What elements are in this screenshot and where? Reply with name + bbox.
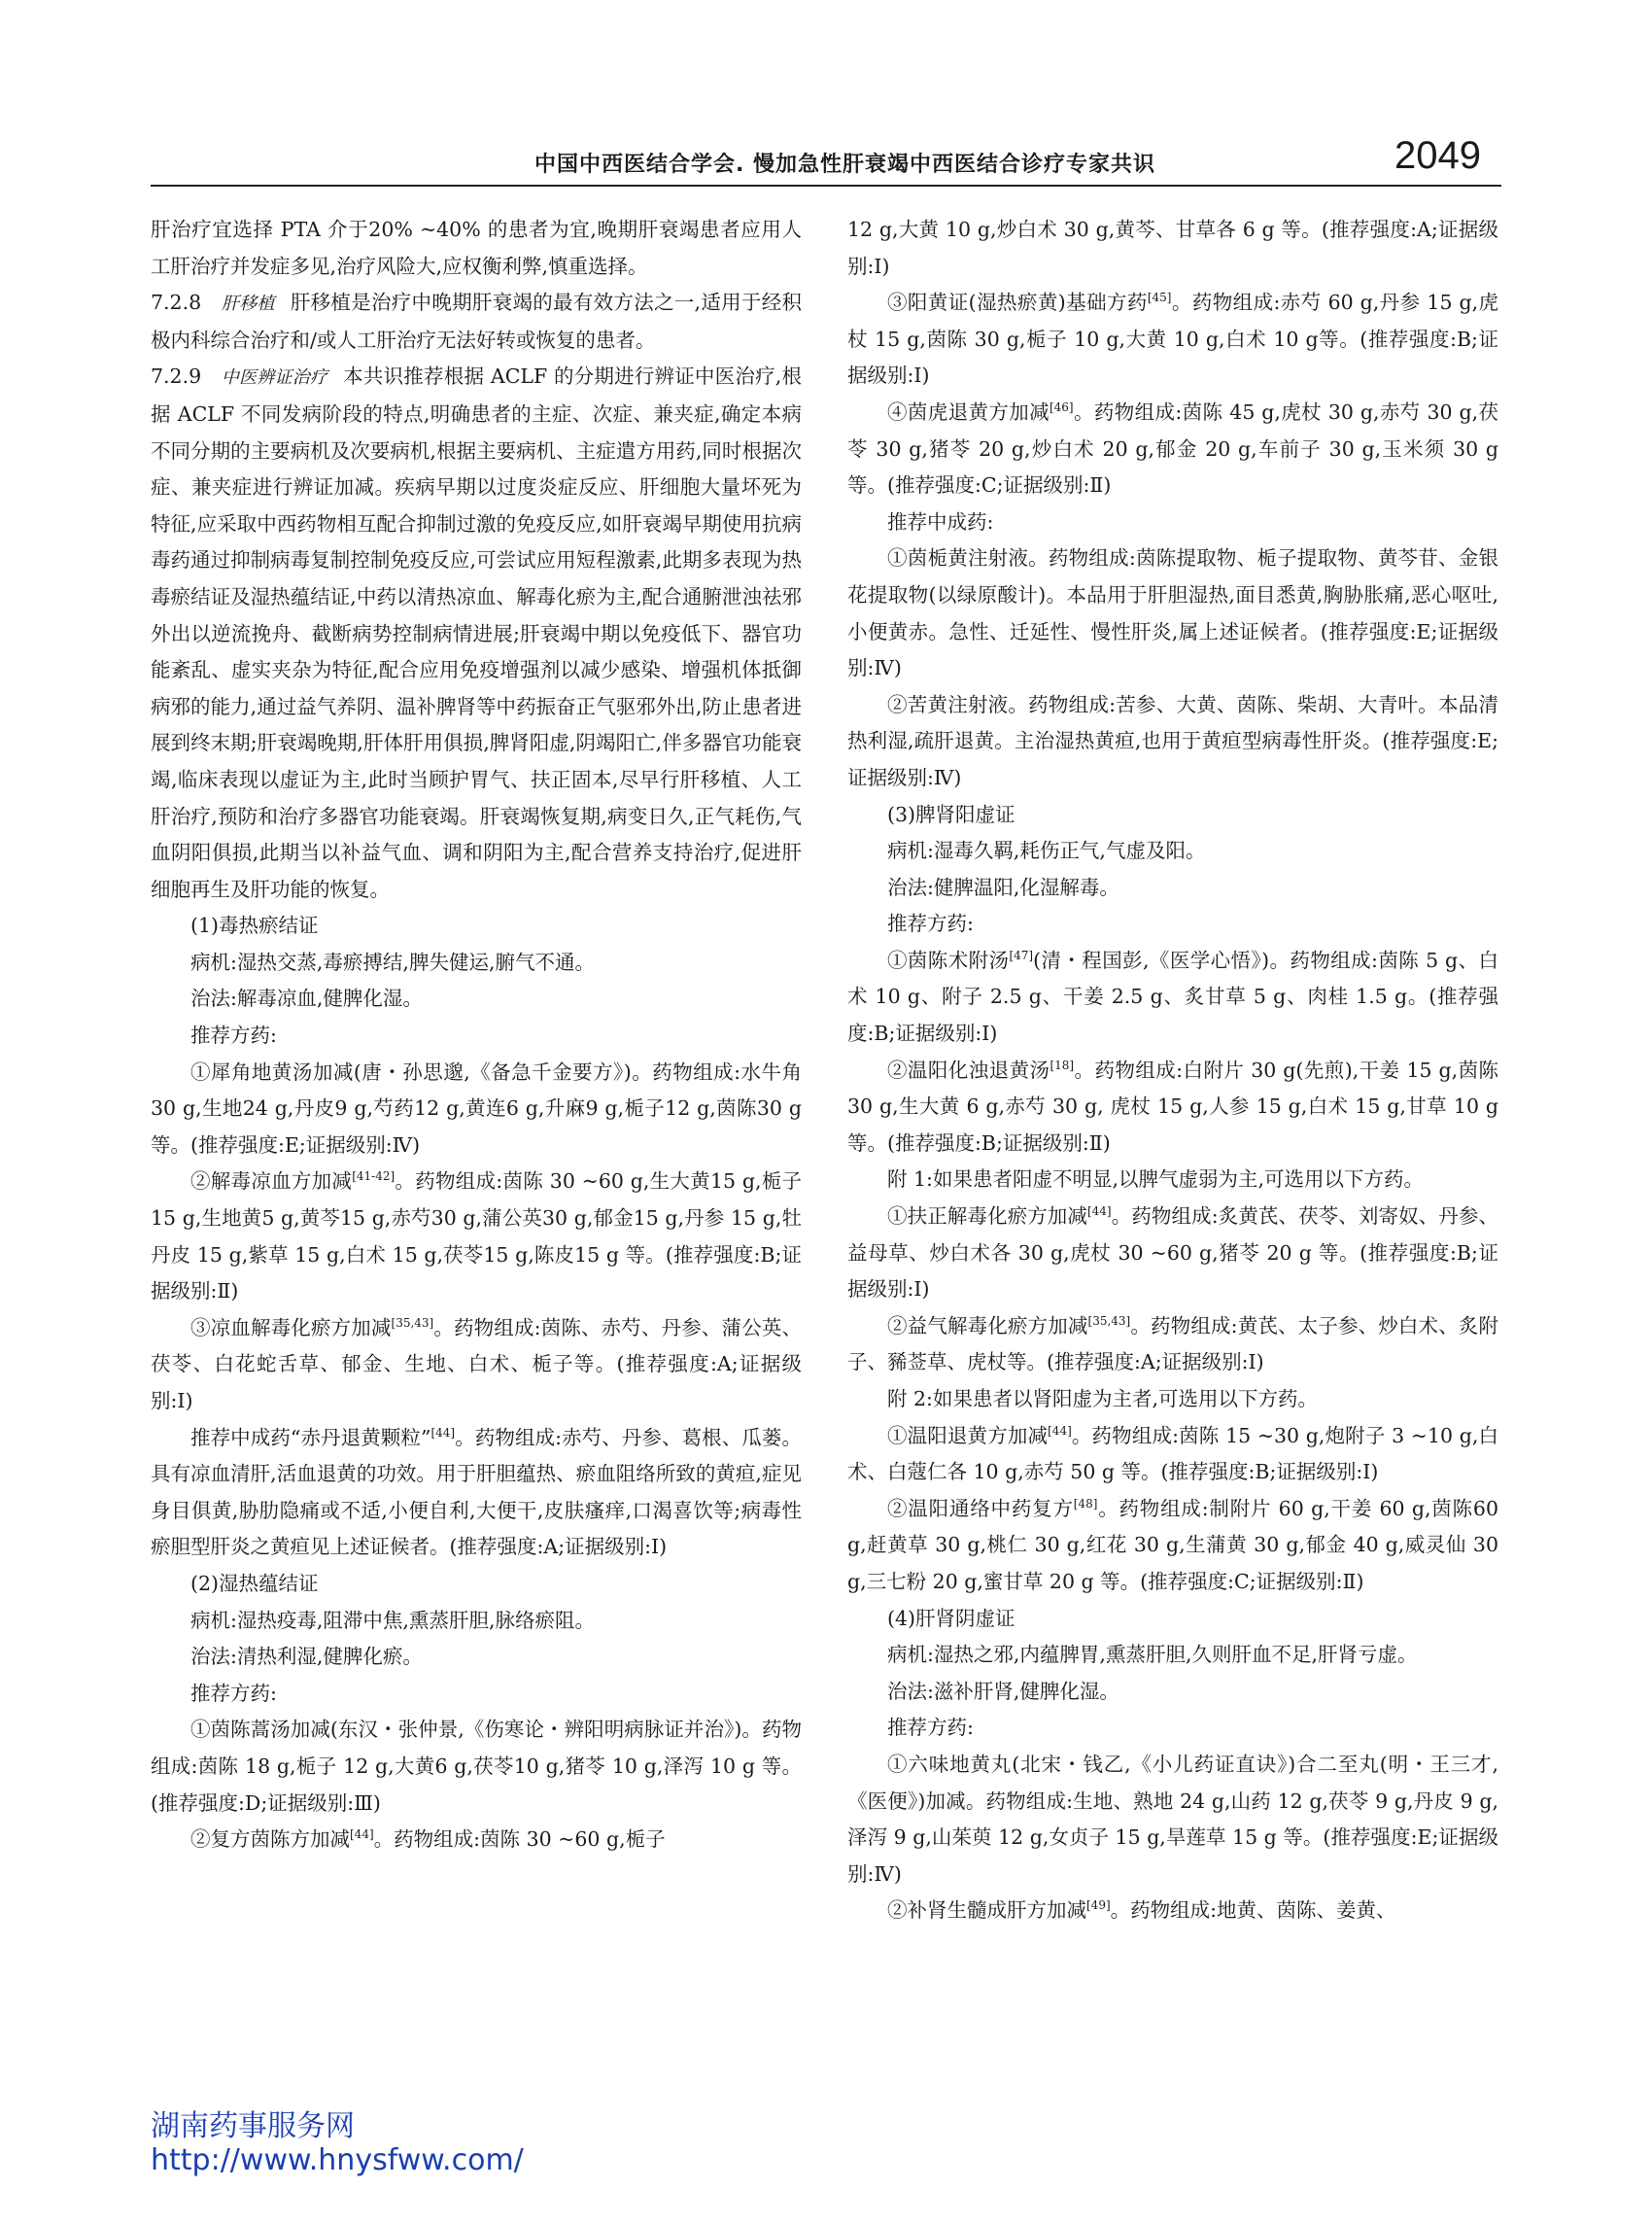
paragraph [151,212,802,285]
paragraph-text: ①犀角地黄汤加减(唐・孙思邈,《备急千金要方》)。药物组成:水牛角30 g,生地24 g,丹皮9 g,芍药12 g,黄连6 g,升麻9 g,栀子12 g,茵陈30 g 等。(推荐强度:E;证据级别:Ⅳ) [151,1060,802,1157]
paragraph [847,870,1498,907]
paragraph [847,285,1498,395]
paragraph [847,540,1498,686]
paragraph [151,1164,802,1309]
footer-site-name[interactable]: 湖南药事服务网 [151,2109,355,2143]
paragraph-text: 病机:湿毒久羁,耗伤正气,气虚及阳。 [887,839,1206,863]
paragraph-text: ①六味地黄丸(北宋・钱乙,《小儿药证直诀》)合二至丸(明・王三才,《医便》)加减。药物组成:生地、熟地 24 g,山药 12 g,茯苓 9 g,丹皮 9 g,泽泻 9 g,山茱萸 12 g,女贞子 15 g,旱莲草 15 g 等。(推荐强度:E;证据级别:Ⅳ) [847,1752,1498,1886]
citation-ref: [47] [1009,949,1034,963]
paragraph [847,943,1498,1053]
paragraph [151,1822,802,1859]
paragraph [151,1310,802,1420]
paragraph-text: 。药物组成:黄芪、太子参、炒白术、炙附子、豨莶草、虎杖等。(推荐强度:A;证据级别:Ⅰ) [847,1313,1499,1374]
paragraph [847,906,1498,943]
paragraph [847,1674,1498,1711]
section-heading: 中医辨证治疗 [221,367,328,389]
paragraph-text: 病机:湿热交蒸,毒瘀搏结,脾失健运,腑气不通。 [190,950,595,974]
paragraph [151,1566,802,1603]
citation-ref: [44] [1048,1423,1072,1438]
citation-ref: [48] [1073,1496,1098,1511]
right-column [847,212,1498,1929]
paragraph [151,908,802,945]
paragraph-text: 。药物组成:制附片 60 g,干姜 60 g,茵陈60 g,赶黄草 30 g,桃仁 30 g,红花 30 g,生蒲黄 30 g,郁金 40 g,威灵仙 30 g,三七粉 20 g,蜜甘草 20 g 等。(推荐强度:C;证据级别:Ⅱ) [847,1496,1498,1593]
paragraph-text: (4)肝肾阴虚证 [887,1606,1015,1630]
paragraph [151,1018,802,1055]
paragraph-text: (清・程国彭,《医学心悟》)。药物组成:茵陈 5 g、白术 10 g、附子 2.5 g、干姜 2.5 g、炙甘草 5 g、肉桂 1.5 g。(推荐强度:B;证据级别:Ⅰ) [847,948,1498,1046]
paragraph [847,1162,1498,1199]
paragraph-lead: ③阳黄证(湿热瘀黄)基础方药 [887,291,1148,315]
paragraph-text: 附 2:如果患者以肾阳虚为主者,可选用以下方药。 [887,1387,1318,1410]
paragraph-text: (2)湿热蕴结证 [190,1571,319,1595]
paragraph-text: ①茵陈蒿汤加减(东汉・张仲景,《伤寒论・辨阳明病脉证并治》)。药物组成:茵陈 18 g,栀子 12 g,大黄6 g,茯苓10 g,猪苓 10 g,泽泻 10 g 等。(推荐强度:D;证据级别:Ⅲ) [151,1718,802,1815]
paragraph [151,1712,802,1822]
paragraph-lead: ②复方茵陈方加减 [190,1827,350,1852]
paragraph-lead: ①茵陈术附汤 [887,948,1010,972]
paragraph-text: (1)毒热瘀结证 [190,914,319,938]
section-number: 7.2.8 [151,291,202,315]
paragraph [847,395,1498,504]
citation-ref: [45] [1147,291,1172,305]
paragraph [151,945,802,982]
section-number: 7.2.9 [151,365,202,389]
paragraph-text: 治法:清热利湿,健脾化瘀。 [190,1645,423,1669]
paragraph [847,1710,1498,1747]
footer-url-link[interactable]: http://www.hnysfww.com/ [151,2143,524,2177]
paragraph-text: 12 g,大黄 10 g,炒白术 30 g,黄芩、甘草各 6 g 等。(推荐强度:A;证据级别:Ⅰ) [847,218,1498,278]
citation-ref: [49] [1086,1898,1111,1913]
paragraph [847,687,1498,797]
paragraph [847,1308,1498,1381]
paragraph-text: 。药物组成:茵陈 30 ~60 g,生大黄15 g,栀子15 g,生地黄5 g,黄芩15 g,赤芍30 g,蒲公英30 g,郁金15 g,丹参 15 g,牡丹皮 15 g,紫草 15 g,白术 15 g,茯苓15 g,陈皮15 g 等。(推荐强度:B;证据级别:Ⅱ) [151,1169,803,1303]
paragraph-text: 推荐方药: [887,912,974,936]
paragraph-text: 。药物组成:炙黄芪、茯苓、刘寄奴、丹参、益母草、炒白术各 30 g,虎杖 30 ~60 g,猪苓 20 g 等。(推荐强度:B;证据级别:Ⅰ) [847,1204,1498,1302]
paragraph-lead: ②温阳通络中药复方 [887,1496,1074,1520]
paragraph [151,1676,802,1713]
citation-ref: [44] [430,1425,456,1440]
paragraph-text: 病机:湿热疫毒,阻滞中焦,熏蒸肝胆,脉络瘀阻。 [190,1608,595,1632]
paragraph [847,504,1498,541]
paragraph [847,797,1498,834]
paragraph-text: 推荐方药: [190,1681,277,1705]
paragraph [847,1199,1498,1308]
paragraph-text: 推荐中成药: [887,509,994,534]
paragraph-text: (3)脾肾阳虚证 [887,802,1015,826]
paragraph [847,833,1498,870]
paragraph-text: 推荐方药: [190,1024,277,1048]
citation-ref: [18] [1050,1058,1075,1072]
paragraph-lead: 推荐中成药“赤丹退黄颗粒” [190,1425,431,1449]
left-column [151,212,802,1859]
paragraph-text: 。药物组成:地黄、茵陈、姜黄、 [1110,1898,1396,1923]
paragraph-lead: ④茵虎退黄方加减 [887,400,1050,424]
paragraph-text: 附 1:如果患者阳虚不明显,以脾气虚弱为主,可选用以下方药。 [887,1167,1424,1192]
paragraph-text: 。药物组成:茵陈 15 ~30 g,炮附子 3 ~10 g,白术、白蔻仁各 10 g,赤芍 50 g 等。(推荐强度:B;证据级别:Ⅰ) [847,1423,1499,1484]
paragraph-text: 。药物组成:白附片 30 g(先煎),干姜 15 g,茵陈 30 g,生大黄 6 g,赤芍 30 g, 虎杖 15 g,人参 15 g,白术 15 g,甘草 10 g 等。(推荐强度:B;证据级别:Ⅱ) [847,1058,1498,1155]
paragraph-lead: ①扶正解毒化瘀方加减 [887,1204,1087,1229]
paragraph-lead: ②温阳化浊退黄汤 [887,1058,1050,1082]
paragraph-lead: ③凉血解毒化瘀方加减 [190,1315,392,1339]
paragraph-text: 。药物组成:茵陈 45 g,虎杖 30 g,赤芍 30 g,茯苓 30 g,猪苓 20 g,炒白术 20 g,郁金 20 g,车前子 30 g,玉米须 30 g 等。(推荐强度:C;证据级别:Ⅱ) [847,400,1498,498]
paragraph-lead: ②益气解毒化瘀方加减 [887,1313,1088,1338]
citation-ref: [41-42] [352,1169,396,1184]
section-heading: 肝移植 [221,294,275,315]
paragraph-text: ②苦黄注射液。药物组成:苦参、大黄、茵陈、柴胡、大青叶。本品清热利湿,疏肝退黄。主治湿热黄疸,也用于黄疸型病毒性肝炎。(推荐强度:E;证据级别:Ⅳ) [847,692,1498,789]
paragraph [847,1381,1498,1418]
citation-ref: [46] [1049,400,1074,415]
paragraph-lead: ②解毒凉血方加减 [190,1169,353,1194]
paragraph-lead: ②补肾生髓成肝方加减 [887,1898,1086,1923]
paragraph [847,212,1498,285]
paragraph [847,1601,1498,1638]
paragraph-text: 病机:湿热之邪,内蕴脾胃,熏蒸肝胆,久则肝血不足,肝肾亏虚。 [887,1643,1418,1667]
paragraph-text: 治法:解毒凉血,健脾化湿。 [190,987,423,1011]
paragraph [151,1420,802,1566]
paragraph-text: 。药物组成:赤芍、丹参、葛根、瓜蒌。具有凉血清肝,活血退黄的功效。用于肝胆蕴热、瘀血阻络所致的黄疸,症见身目俱黄,胁肋隐痛或不适,小便自利,大便干,皮肤瘙痒,口渴喜饮等;病毒性瘀胆型肝炎之黄疸见上述证候者。(推荐强度:A;证据级别:Ⅰ) [151,1425,803,1559]
paragraph [151,285,802,359]
paragraph [847,1637,1498,1674]
citation-ref: [44] [1086,1204,1112,1219]
header-divider [151,185,1501,187]
citation-ref: [35,43] [1087,1313,1131,1328]
paragraph [847,1747,1498,1893]
paragraph-text: 。药物组成:茵陈 30 ~60 g,栀子 [373,1827,666,1852]
paragraph-text: 推荐方药: [887,1716,974,1740]
running-header: 中国中西医结合学会. 慢加急性肝衰竭中西医结合诊疗专家共识 [534,153,1156,177]
paragraph-text: ①茵栀黄注射液。药物组成:茵陈提取物、栀子提取物、黄芩苷、金银花提取物(以绿原酸计)。本品用于肝胆湿热,面目悉黄,胸胁胀痛,恶心呕吐,小便黄赤。急性、迁延性、慢性肝炎,属上述证候者。(推荐强度:E;证据级别:Ⅳ) [847,546,1498,680]
paragraph [847,1053,1498,1163]
paragraph-text: 肝治疗宜选择 PTA 介于20% ~40% 的患者为宜,晚期肝衰竭患者应用人工肝治疗并发症多见,治疗风险大,应权衡利弊,慎重选择。 [151,218,802,278]
paragraph-lead: ①温阳退黄方加减 [887,1423,1049,1447]
page-number: 2049 [1394,134,1481,177]
paragraph-text: 。药物组成:茵陈、赤芍、丹参、蒲公英、茯苓、白花蛇舌草、郁金、生地、白术、栀子等。(推荐强度:A;证据级别:Ⅰ) [151,1315,803,1412]
paragraph [151,981,802,1018]
paragraph-text: 本共识推荐根据 ACLF 的分期进行辨证中医治疗,根据 ACLF 不同发病阶段的特点,明确患者的主症、次症、兼夹症,确定本病不同分期的主要病机及次要病机,根据主要病机、主症遣方用药,同时根据次症、兼夹症进行辨证加减。疾病早期以过度炎症反应、肝细胞大量坏死为特征,应采取中西药物相互配合抑制过激的免疫反应,如肝衰竭早期使用抗病毒药通过抑制病毒复制控制免疫反应,可尝试应用短程激素,此期多表现为热毒瘀结证及湿热蕴结证,中药以清热凉血、解毒化瘀为主,配合通腑泄浊祛邪外出以逆流挽舟、截断病势控制病情进展;肝衰竭中期以免疫低下、器官功能紊乱、虚实夹杂为特征,配合应用免疫增强剂以减少感染、增强机体抵御病邪的能力,通过益气养阴、温补脾肾等中药振奋正气驱邪外出,防止患者进展到终末期;肝衰竭晚期,肝体肝用俱损,脾肾阳虚,阴竭阳亡,伴多器官功能衰竭,临床表现以虚证为主,此时当顾护胃气、扶正固本,尽早行肝移植、人工肝治疗,预防和治疗多器官功能衰竭。肝衰竭恢复期,病变日久,正气耗伤,气血阴阳俱损,此期当以补益气血、调和阴阳为主,配合营养支持治疗,促进肝细胞再生及肝功能的恢复。 [151,365,803,901]
paragraph [847,1893,1498,1929]
paragraph-text: 治法:健脾温阳,化湿解毒。 [887,875,1119,899]
citation-ref: [35,43] [391,1315,434,1330]
citation-ref: [44] [350,1827,374,1842]
paragraph-text: 肝移植是治疗中晚期肝衰竭的最有效方法之一,适用于经积极内科综合治疗和/或人工肝治疗无法好转或恢复的患者。 [151,291,803,352]
paragraph [151,359,802,908]
paragraph [151,1639,802,1676]
paragraph-text: 。药物组成:赤芍 60 g,丹参 15 g,虎杖 15 g,茵陈 30 g,栀子 10 g,大黄 10 g,白术 10 g等。(推荐强度:B;证据级别:Ⅰ) [847,291,1499,388]
paragraph [151,1603,802,1640]
paragraph [847,1491,1498,1601]
paragraph [151,1055,802,1164]
paragraph-text: 治法:滋补肝肾,健脾化湿。 [887,1679,1119,1703]
paragraph [847,1418,1498,1491]
